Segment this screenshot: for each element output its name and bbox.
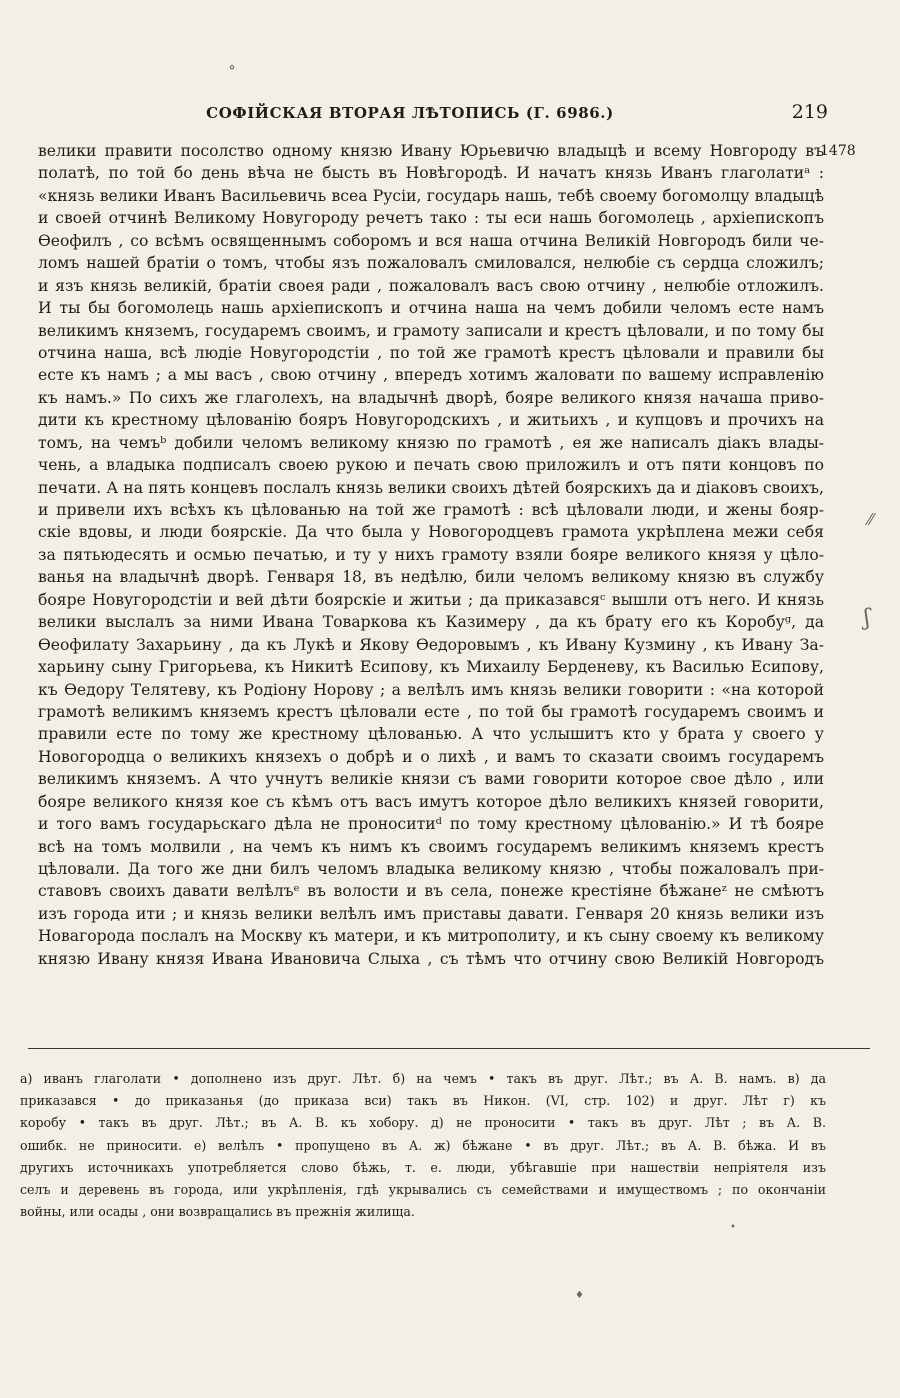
text-line: за пятьюдесять и осмью печатью, и ту у нихъ грамоту взяли бояре великого князя у цѣло- bbox=[38, 545, 824, 564]
footnote-line: войны, или осады , они возвращались въ прежнія жилища. bbox=[20, 1204, 415, 1220]
text-line: Ѳеофилату Захарьину , да къ Лукѣ и Якову Ѳедоровымъ , къ Ивану Кузмину , къ Ивану За- bbox=[38, 635, 824, 654]
text-line: великимъ княземъ, государемъ своимъ, и грамоту записали и крестъ цѣловали, и по тому бы bbox=[38, 321, 824, 340]
text-line: бояре Новугородстіи и вей дѣти боярскіе и житьи ; да приказавсяᶜ вышли отъ него. И князь bbox=[38, 590, 824, 609]
text-line: Новагорода послалъ на Москву къ матери, и къ митрополиту, и къ сыну своему къ великому bbox=[38, 927, 824, 946]
margin-year-note: 1478 bbox=[820, 143, 856, 159]
text-line: полатѣ, по той бо день вѣча не бысть въ Новѣгородѣ. И начатъ князь Иванъ глаголатиᵃ : bbox=[38, 164, 824, 183]
text-line: и того вамъ государьскаго дѣла не проноситиᵈ по тому крестному цѣлованію.» И тѣ бояре bbox=[38, 815, 824, 834]
text-line: къ намъ.» По сихъ же глаголехъ, на владычнѣ дворѣ, бояре великого князя начаша приво- bbox=[38, 388, 824, 407]
text-line: Новогородца о великихъ князехъ о добрѣ и о лихѣ , и вамъ то сказати своимъ государемъ bbox=[38, 747, 824, 766]
bottom-dot-mark: • bbox=[730, 1222, 736, 1233]
text-line: скіе вдовы, и люди боярскіе. Да что была у Новогородцевъ грамота укрѣплена межи себя bbox=[38, 523, 824, 542]
text-line: грамотѣ великимъ княземъ крестъ цѣловали есте , по той бы грамотѣ государемъ своимъ и bbox=[38, 702, 824, 721]
footnote-line: другихъ источникахъ употребляется слово бѣжь, т. е. люди, убѣгавшіе при нашествіи непріятеля изъ bbox=[20, 1159, 826, 1175]
text-line: ставовъ своихъ давати велѣлъᵉ въ волости и въ села, понеже крестіяне бѣжанеᶻ не смѣютъ bbox=[38, 882, 824, 901]
text-line: печати. А на пять концевъ послалъ князь велики своихъ дѣтей боярскихъ да и діаковъ своихъ, bbox=[38, 478, 824, 497]
text-line: великимъ княземъ. А что учнутъ великіе князи съ вами говорити которое свое дѣло , или bbox=[38, 770, 824, 789]
bottom-dot-mark: ♦ bbox=[575, 1290, 584, 1301]
main-text-block bbox=[38, 140, 824, 970]
text-line: томъ, на чемъᵇ добили челомъ великому князю по грамотѣ , ея же написалъ діакъ влады- bbox=[38, 433, 824, 452]
text-line: и язъ князь великій, братіи своея ради , пожаловалъ васъ свою отчину , нелюбіе отложилъ. bbox=[38, 276, 824, 295]
text-line: ломъ нашей братіи о томъ, чтобы язъ пожаловалъ смиловался, нелюбіе съ сердца сложилъ; bbox=[38, 254, 824, 273]
footnote-line: коробу • такъ въ друг. Лѣт.; въ А. В. къ хобору. д) не проносити • такъ въ друг. Лѣт ; въ А. В. bbox=[20, 1115, 826, 1131]
text-line: И ты бы богомолець нашь архіепископъ и отчина наша на чемъ добили челомъ есте намъ bbox=[38, 299, 824, 318]
running-title: СОФІЙСКАЯ ВТОРАЯ ЛѢТОПИСЬ (Г. 6986.) bbox=[206, 104, 614, 122]
footnote-line: приказався • до приказанья (до приказа вси) такъ въ Никон. (VI, стр. 102) и друг. Лѣт г) къ bbox=[20, 1093, 826, 1109]
footnotes-block bbox=[20, 1068, 826, 1223]
text-line: велики правити посолство одному князю Ивану Юрьевичю владыцѣ и всему Новгороду въ bbox=[38, 142, 824, 160]
footnote-separator bbox=[28, 1048, 870, 1049]
text-line: всѣ на томъ молвили , на чемъ къ нимъ къ своимъ государемъ великимъ княземъ крестъ bbox=[38, 837, 824, 856]
text-line: правили есте по тому же крестному цѣлованью. А что услышитъ кто у брата у своего у bbox=[38, 725, 824, 744]
text-line: бояре великого князя кое съ кѣмъ отъ васъ имутъ которое дѣло великихъ князей говорити, bbox=[38, 792, 824, 811]
text-line: ванья на владычнѣ дворѣ. Генваря 18, въ недѣлю, били челомъ великому князю въ службу bbox=[38, 568, 824, 587]
top-ornament-mark: ˚ bbox=[228, 64, 236, 83]
footnote-line: селъ и деревень въ города, или укрѣпленія, гдѣ укрывались съ семействами и имуществомъ ; по окончаніи bbox=[20, 1181, 826, 1197]
text-line: изъ города ити ; и князь велики велѣлъ имъ приставы давати. Генваря 20 князь велики изъ bbox=[38, 904, 824, 923]
text-line: князю Ивану князя Ивана Ивановича Слыха , съ тѣмъ что отчину свою Великій Новгородъ bbox=[38, 949, 824, 968]
margin-pencil-mark: ʃ bbox=[864, 606, 870, 631]
text-line: «князь велики Иванъ Васильевичь всеа Русіи, государь нашь, тебѣ своему богомолцу владыцѣ bbox=[38, 186, 824, 205]
text-line: и привели ихъ всѣхъ къ цѣлованью на той же грамотѣ : всѣ цѣловали люди, и жены бояр- bbox=[38, 501, 824, 519]
text-line: велики выслалъ за ними Ивана Товаркова къ Казимеру , да къ брату его къ Коробуᵍ, да bbox=[38, 613, 824, 632]
margin-pencil-mark: ⁄⁄ bbox=[868, 510, 874, 529]
page-header bbox=[0, 100, 900, 130]
text-line: отчина наша, всѣ людіе Новугородстіи , по той же грамотѣ крестъ цѣловали и правили бы bbox=[38, 343, 824, 362]
text-line: Ѳеофилъ , со всѣмъ освященнымъ соборомъ и вся наша отчина Великій Новгородъ били че- bbox=[38, 231, 824, 250]
page-number: 219 bbox=[791, 101, 828, 123]
text-line: къ Ѳедору Телятеву, къ Родіону Норову ; а велѣлъ имъ князь велики говорити : «на которой bbox=[38, 680, 824, 699]
text-line: чень, а владыка подписалъ своею рукою и печать свою приложилъ и отъ пяти концовъ по bbox=[38, 456, 824, 475]
text-line: есте къ намъ ; а мы васъ , свою отчину , впередъ хотимъ жаловати по вашему исправленію bbox=[38, 366, 824, 385]
text-line: харьину сыну Григорьева, къ Никитѣ Есипову, къ Михаилу Берденеву, къ Василью Есипову, bbox=[38, 658, 824, 677]
footnote-line: а) иванъ глаголати • дополнено изъ друг. Лѣт. б) на чемъ • такъ въ друг. Лѣт.; въ А. В. намъ. в) да bbox=[20, 1071, 826, 1086]
text-line: и своей отчинѣ Великому Новугороду речетъ тако : ты еси нашь богомолець , архіепископъ bbox=[38, 209, 824, 228]
footnote-line: ошибк. не приносити. е) велѣлъ • пропущено въ А. ж) бѣжане • въ друг. Лѣт.; въ А. В. бѣжа. И въ bbox=[20, 1137, 826, 1153]
text-line: дити къ крестному цѣлованію бояръ Новугородскихъ , и житьихъ , и купцовъ и прочихъ на bbox=[38, 411, 824, 430]
text-line: цѣловали. Да того же дни билъ челомъ владыка великому князю , чтобы пожаловалъ при- bbox=[38, 860, 824, 878]
